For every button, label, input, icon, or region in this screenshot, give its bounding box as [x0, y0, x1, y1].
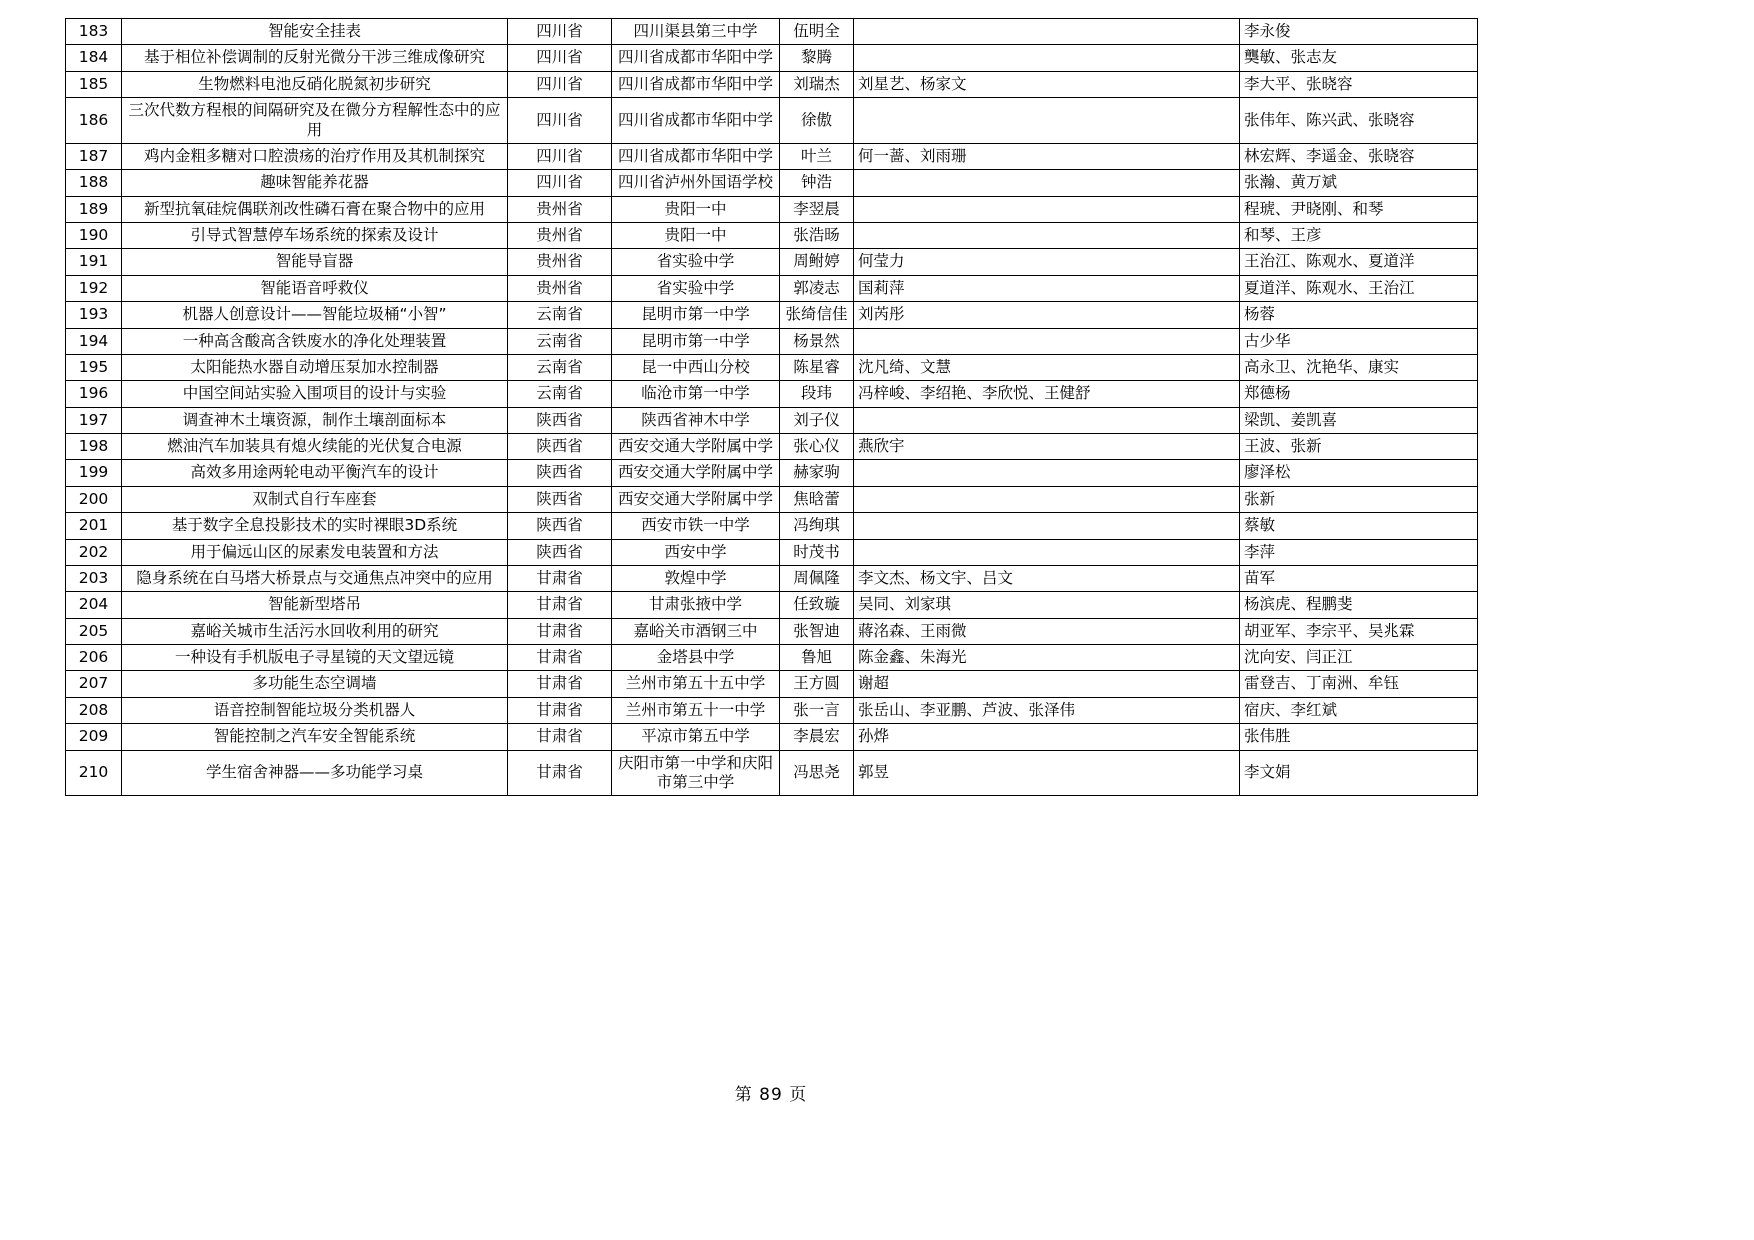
- table-row: [66, 486, 1478, 512]
- row-teacher: 李萍: [1240, 539, 1478, 565]
- row-student: 冯思尧: [780, 750, 854, 796]
- row-student: 张浩旸: [780, 223, 854, 249]
- row-student: 周鲋婷: [780, 249, 854, 275]
- row-members: [854, 45, 1240, 71]
- row-school: 兰州市第五十五中学: [612, 671, 780, 697]
- row-title: 语音控制智能垃圾分类机器人: [122, 697, 508, 723]
- row-province: 贵州省: [508, 196, 612, 222]
- row-teacher: 和琴、王彦: [1240, 223, 1478, 249]
- row-province: 四川省: [508, 71, 612, 97]
- row-title: 智能导盲器: [122, 249, 508, 275]
- row-province: 甘肃省: [508, 592, 612, 618]
- row-members: [854, 460, 1240, 486]
- row-teacher: 程琥、尹晓刚、和琴: [1240, 196, 1478, 222]
- row-teacher: 龑敏、张志友: [1240, 45, 1478, 71]
- row-student: 钟浩: [780, 170, 854, 196]
- table-row: [66, 275, 1478, 301]
- row-number: 210: [66, 750, 122, 796]
- row-number: 209: [66, 724, 122, 750]
- row-province: 云南省: [508, 328, 612, 354]
- row-number: 187: [66, 143, 122, 169]
- row-school: 陕西省神木中学: [612, 407, 780, 433]
- row-province: 四川省: [508, 98, 612, 144]
- row-student: 周佩隆: [780, 565, 854, 591]
- table-row: [66, 143, 1478, 169]
- row-title: 智能语音呼救仪: [122, 275, 508, 301]
- table-row: [66, 434, 1478, 460]
- row-title: 高效多用途两轮电动平衡汽车的设计: [122, 460, 508, 486]
- row-members: 何一蔷、刘雨珊: [854, 143, 1240, 169]
- row-members: [854, 328, 1240, 354]
- row-members: [854, 223, 1240, 249]
- table-row: [66, 460, 1478, 486]
- row-province: 四川省: [508, 19, 612, 45]
- row-province: 云南省: [508, 354, 612, 380]
- table-row: [66, 354, 1478, 380]
- row-school: 贵阳一中: [612, 196, 780, 222]
- row-school: 四川省成都市华阳中学: [612, 98, 780, 144]
- row-title: 嘉峪关城市生活污水回收利用的研究: [122, 618, 508, 644]
- row-student: 冯绚琪: [780, 513, 854, 539]
- row-title: 新型抗氧硅烷偶联剂改性磷石膏在聚合物中的应用: [122, 196, 508, 222]
- row-members: 沈凡绮、文慧: [854, 354, 1240, 380]
- row-teacher: 张瀚、黄万斌: [1240, 170, 1478, 196]
- row-student: 赫家驹: [780, 460, 854, 486]
- row-members: 李文杰、杨文宇、吕文: [854, 565, 1240, 591]
- row-student: 伍明全: [780, 19, 854, 45]
- row-members: 刘芮彤: [854, 302, 1240, 328]
- row-members: [854, 196, 1240, 222]
- row-school: 贵阳一中: [612, 223, 780, 249]
- row-teacher: 宿庆、李红斌: [1240, 697, 1478, 723]
- row-teacher: 廖泽松: [1240, 460, 1478, 486]
- row-student: 刘瑞杰: [780, 71, 854, 97]
- row-title: 太阳能热水器自动增压泵加水控制器: [122, 354, 508, 380]
- table-row: [66, 71, 1478, 97]
- row-school: 四川省成都市华阳中学: [612, 71, 780, 97]
- row-title: 三次代数方程根的间隔研究及在微分方程解性态中的应用: [122, 98, 508, 144]
- row-number: 200: [66, 486, 122, 512]
- table-row: [66, 671, 1478, 697]
- row-title: 鸡内金粗多糖对口腔溃疡的治疗作用及其机制探究: [122, 143, 508, 169]
- row-school: 四川渠县第三中学: [612, 19, 780, 45]
- table-row: [66, 592, 1478, 618]
- row-number: 202: [66, 539, 122, 565]
- row-title: 双制式自行车座套: [122, 486, 508, 512]
- row-teacher: 李文娟: [1240, 750, 1478, 796]
- row-title: 智能安全挂表: [122, 19, 508, 45]
- row-school: 庆阳市第一中学和庆阳市第三中学: [612, 750, 780, 796]
- row-title: 多功能生态空调墙: [122, 671, 508, 697]
- row-members: [854, 486, 1240, 512]
- row-teacher: 王治江、陈观水、夏道洋: [1240, 249, 1478, 275]
- row-province: 甘肃省: [508, 724, 612, 750]
- row-title: 基于数字全息投影技术的实时裸眼3D系统: [122, 513, 508, 539]
- row-title: 引导式智慧停车场系统的探索及设计: [122, 223, 508, 249]
- table-row: [66, 645, 1478, 671]
- row-teacher: 杨蓉: [1240, 302, 1478, 328]
- row-teacher: 张伟年、陈兴武、张晓容: [1240, 98, 1478, 144]
- row-number: 189: [66, 196, 122, 222]
- row-number: 197: [66, 407, 122, 433]
- table-row: [66, 724, 1478, 750]
- row-number: 196: [66, 381, 122, 407]
- row-school: 西安交通大学附属中学: [612, 460, 780, 486]
- row-teacher: 王波、张新: [1240, 434, 1478, 460]
- row-province: 陕西省: [508, 513, 612, 539]
- row-teacher: 杨滨虎、程鹏斐: [1240, 592, 1478, 618]
- table-row: [66, 381, 1478, 407]
- table-row: [66, 697, 1478, 723]
- row-members: 国莉萍: [854, 275, 1240, 301]
- row-province: 贵州省: [508, 275, 612, 301]
- table-row: [66, 539, 1478, 565]
- row-student: 李晨宏: [780, 724, 854, 750]
- row-members: 陈金鑫、朱海光: [854, 645, 1240, 671]
- row-teacher: 古少华: [1240, 328, 1478, 354]
- row-school: 昆明市第一中学: [612, 328, 780, 354]
- table-row: [66, 618, 1478, 644]
- page-footer: 第 89 页: [734, 1085, 808, 1105]
- row-province: 陕西省: [508, 407, 612, 433]
- row-student: 段玮: [780, 381, 854, 407]
- row-province: 甘肃省: [508, 697, 612, 723]
- row-members: 冯梓峻、李绍艳、李欣悦、王健舒: [854, 381, 1240, 407]
- row-members: 何莹力: [854, 249, 1240, 275]
- table-row: [66, 750, 1478, 796]
- table-row: [66, 19, 1478, 45]
- row-teacher: 胡亚军、李宗平、吴兆霖: [1240, 618, 1478, 644]
- row-student: 鲁旭: [780, 645, 854, 671]
- row-school: 甘肃张掖中学: [612, 592, 780, 618]
- table-row: [66, 196, 1478, 222]
- row-number: 203: [66, 565, 122, 591]
- row-student: 时茂书: [780, 539, 854, 565]
- row-student: 刘子仪: [780, 407, 854, 433]
- row-school: 西安交通大学附属中学: [612, 434, 780, 460]
- row-title: 隐身系统在白马塔大桥景点与交通焦点冲突中的应用: [122, 565, 508, 591]
- row-number: 191: [66, 249, 122, 275]
- row-school: 平凉市第五中学: [612, 724, 780, 750]
- row-student: 张一言: [780, 697, 854, 723]
- row-province: 云南省: [508, 302, 612, 328]
- row-province: 甘肃省: [508, 565, 612, 591]
- row-number: 195: [66, 354, 122, 380]
- row-school: 兰州市第五十一中学: [612, 697, 780, 723]
- row-province: 甘肃省: [508, 671, 612, 697]
- row-number: 198: [66, 434, 122, 460]
- row-school: 西安交通大学附属中学: [612, 486, 780, 512]
- row-number: 194: [66, 328, 122, 354]
- awards-table: [65, 18, 1478, 796]
- row-number: 184: [66, 45, 122, 71]
- row-members: [854, 539, 1240, 565]
- table-row: [66, 302, 1478, 328]
- row-student: 徐傲: [780, 98, 854, 144]
- row-student: 张智迪: [780, 618, 854, 644]
- row-school: 嘉峪关市酒钢三中: [612, 618, 780, 644]
- row-title: 燃油汽车加装具有熄火续能的光伏复合电源: [122, 434, 508, 460]
- row-teacher: 李永俊: [1240, 19, 1478, 45]
- row-title: 中国空间站实验入围项目的设计与实验: [122, 381, 508, 407]
- table-row: [66, 170, 1478, 196]
- row-student: 张心仪: [780, 434, 854, 460]
- row-province: 陕西省: [508, 460, 612, 486]
- row-student: 张绮信佳: [780, 302, 854, 328]
- row-number: 207: [66, 671, 122, 697]
- table-row: [66, 98, 1478, 144]
- row-title: 生物燃料电池反硝化脱氮初步研究: [122, 71, 508, 97]
- row-members: 谢超: [854, 671, 1240, 697]
- row-school: 四川省泸州外国语学校: [612, 170, 780, 196]
- row-title: 用于偏远山区的尿素发电装置和方法: [122, 539, 508, 565]
- row-number: 201: [66, 513, 122, 539]
- row-number: 190: [66, 223, 122, 249]
- row-number: 193: [66, 302, 122, 328]
- row-number: 206: [66, 645, 122, 671]
- row-members: 吴同、刘家琪: [854, 592, 1240, 618]
- row-student: 叶兰: [780, 143, 854, 169]
- row-members: 燕欣宇: [854, 434, 1240, 460]
- row-title: 一种设有手机版电子寻星镜的天文望远镜: [122, 645, 508, 671]
- row-teacher: 梁凯、姜凯喜: [1240, 407, 1478, 433]
- row-teacher: 张新: [1240, 486, 1478, 512]
- row-province: 云南省: [508, 381, 612, 407]
- row-student: 李翌晨: [780, 196, 854, 222]
- row-teacher: 沈向安、闫正江: [1240, 645, 1478, 671]
- row-school: 昆明市第一中学: [612, 302, 780, 328]
- row-school: 西安市铁一中学: [612, 513, 780, 539]
- row-members: [854, 98, 1240, 144]
- table-row: [66, 407, 1478, 433]
- row-number: 185: [66, 71, 122, 97]
- row-province: 贵州省: [508, 249, 612, 275]
- row-province: 四川省: [508, 170, 612, 196]
- row-school: 金塔县中学: [612, 645, 780, 671]
- row-number: 205: [66, 618, 122, 644]
- row-school: 省实验中学: [612, 249, 780, 275]
- row-members: [854, 19, 1240, 45]
- row-province: 四川省: [508, 143, 612, 169]
- row-teacher: 雷登吉、丁南洲、牟钰: [1240, 671, 1478, 697]
- row-teacher: 郑德杨: [1240, 381, 1478, 407]
- row-student: 焦晗蕾: [780, 486, 854, 512]
- row-members: [854, 407, 1240, 433]
- row-teacher: 苗军: [1240, 565, 1478, 591]
- row-title: 调查神木土壤资源，制作土壤剖面标本: [122, 407, 508, 433]
- table-row: [66, 45, 1478, 71]
- row-members: [854, 513, 1240, 539]
- row-number: 204: [66, 592, 122, 618]
- row-teacher: 李大平、张晓容: [1240, 71, 1478, 97]
- row-province: 甘肃省: [508, 618, 612, 644]
- table-row: [66, 249, 1478, 275]
- row-school: 临沧市第一中学: [612, 381, 780, 407]
- row-number: 188: [66, 170, 122, 196]
- row-student: 郭凌志: [780, 275, 854, 301]
- row-province: 甘肃省: [508, 750, 612, 796]
- row-members: 孙烨: [854, 724, 1240, 750]
- row-teacher: 夏道洋、陈观水、王治江: [1240, 275, 1478, 301]
- row-title: 智能控制之汽车安全智能系统: [122, 724, 508, 750]
- row-title: 趣味智能养花器: [122, 170, 508, 196]
- row-teacher: 蔡敏: [1240, 513, 1478, 539]
- row-title: 一种高含酸高含铁废水的净化处理装置: [122, 328, 508, 354]
- row-members: [854, 170, 1240, 196]
- row-teacher: 高永卫、沈艳华、康实: [1240, 354, 1478, 380]
- row-school: 四川省成都市华阳中学: [612, 45, 780, 71]
- row-number: 186: [66, 98, 122, 144]
- row-number: 199: [66, 460, 122, 486]
- row-province: 四川省: [508, 45, 612, 71]
- row-province: 贵州省: [508, 223, 612, 249]
- table-row: [66, 565, 1478, 591]
- row-teacher: 张伟胜: [1240, 724, 1478, 750]
- row-school: 昆一中西山分校: [612, 354, 780, 380]
- row-student: 王方圆: [780, 671, 854, 697]
- table-row: [66, 513, 1478, 539]
- row-members: 刘星艺、杨家文: [854, 71, 1240, 97]
- row-student: 黎腾: [780, 45, 854, 71]
- row-members: 张岳山、李亚鹏、芦波、张泽伟: [854, 697, 1240, 723]
- table-row: [66, 328, 1478, 354]
- row-title: 智能新型塔吊: [122, 592, 508, 618]
- table-row: [66, 223, 1478, 249]
- row-student: 陈星睿: [780, 354, 854, 380]
- row-student: 杨景然: [780, 328, 854, 354]
- row-number: 183: [66, 19, 122, 45]
- row-number: 208: [66, 697, 122, 723]
- row-school: 敦煌中学: [612, 565, 780, 591]
- row-members: 蔣洺森、王雨微: [854, 618, 1240, 644]
- row-number: 192: [66, 275, 122, 301]
- row-province: 甘肃省: [508, 645, 612, 671]
- row-province: 陕西省: [508, 539, 612, 565]
- document-page: [65, 18, 1477, 1105]
- row-student: 任致璇: [780, 592, 854, 618]
- row-title: 机器人创意设计——智能垃圾桶“小智”: [122, 302, 508, 328]
- row-province: 陕西省: [508, 486, 612, 512]
- row-teacher: 林宏辉、李遥金、张晓容: [1240, 143, 1478, 169]
- row-school: 西安中学: [612, 539, 780, 565]
- row-members: 郭昱: [854, 750, 1240, 796]
- row-title: 基于相位补偿调制的反射光微分干涉三维成像研究: [122, 45, 508, 71]
- row-school: 四川省成都市华阳中学: [612, 143, 780, 169]
- row-province: 陕西省: [508, 434, 612, 460]
- row-school: 省实验中学: [612, 275, 780, 301]
- row-title: 学生宿舍神器——多功能学习桌: [122, 750, 508, 796]
